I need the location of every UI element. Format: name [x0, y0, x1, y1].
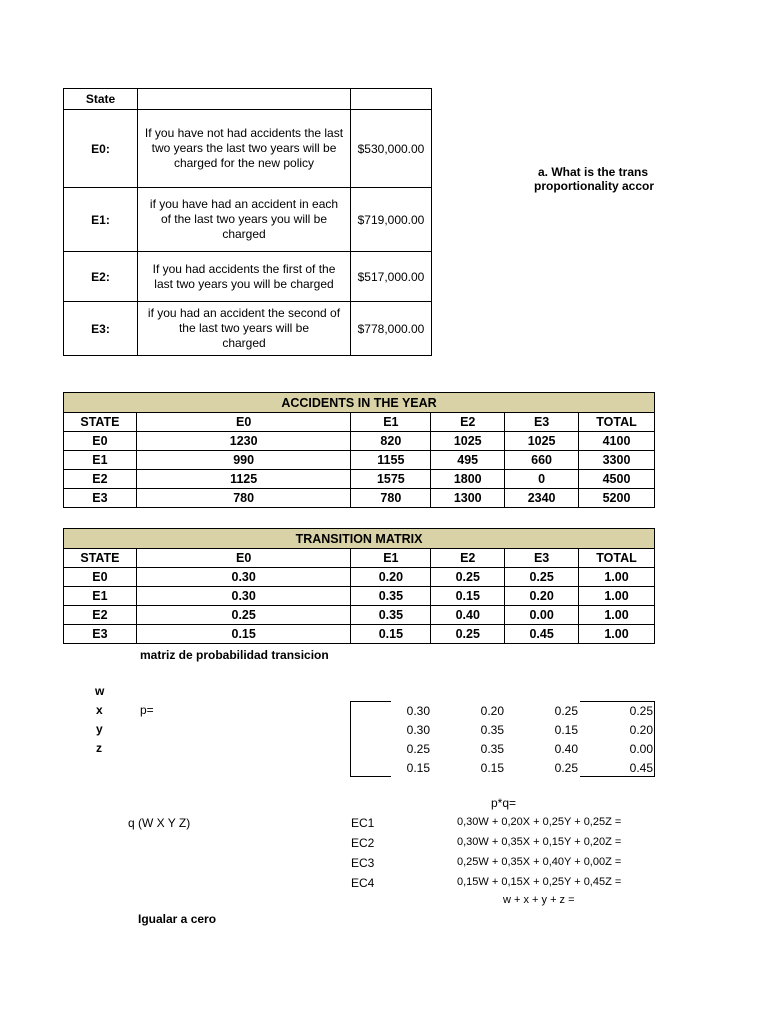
matrix-cell: 0.35 — [480, 723, 504, 737]
column-header: E3 — [505, 549, 579, 568]
matrix-cell: 0.15 — [554, 723, 578, 737]
table-cell: E0 — [64, 432, 137, 451]
state-header-cell: State — [64, 89, 138, 110]
column-header: E0 — [136, 413, 351, 432]
table-cell: E3 — [64, 625, 137, 644]
matrix-row — [350, 759, 655, 778]
footer-note: Igualar a cero — [138, 912, 217, 926]
table-cell: 0.35 — [351, 606, 431, 625]
table-cell: 0.30 — [136, 568, 351, 587]
description-cell — [138, 302, 351, 356]
table-cell: 4500 — [579, 470, 655, 489]
table-cell: 1800 — [431, 470, 505, 489]
table-cell: 1125 — [136, 470, 351, 489]
accidents-table — [63, 392, 655, 508]
matrix-cell: 0.20 — [480, 704, 504, 718]
table-cell: 1.00 — [579, 587, 655, 606]
table-cell: 3300 — [579, 451, 655, 470]
equation-expression: 0,25W + 0,35X + 0,40Y + 0,00Z = — [457, 856, 622, 868]
column-header: STATE — [64, 549, 137, 568]
matrix-cell: 0.45 — [629, 761, 653, 775]
column-header: TOTAL — [579, 413, 655, 432]
column-header: TOTAL — [579, 549, 655, 568]
table-cell: 1.00 — [579, 568, 655, 587]
matrix-cell: 0.00 — [629, 742, 653, 756]
description-line: two years the last two years will be — [151, 141, 337, 155]
matrix-cell: 0.25 — [554, 761, 578, 775]
table-cell: 0.25 — [136, 606, 351, 625]
equation-expression: 0,30W + 0,20X + 0,25Y + 0,25Z = — [457, 816, 622, 828]
transition-title: TRANSITION MATRIX — [64, 529, 655, 549]
accidents-title: ACCIDENTS IN THE YEAR — [64, 393, 655, 413]
matrix-row — [350, 702, 655, 721]
column-header: E1 — [351, 413, 431, 432]
table-row — [64, 188, 432, 252]
table-cell: 1025 — [431, 432, 505, 451]
variable-z: z — [96, 741, 102, 755]
description-line: if you have had an accident in each — [149, 197, 339, 211]
table-cell: 780 — [136, 489, 351, 508]
description-line: charged — [222, 227, 266, 241]
table-cell: 1.00 — [579, 606, 655, 625]
equation-name: EC3 — [351, 856, 375, 870]
matrix-row — [350, 721, 655, 740]
column-header: E2 — [431, 413, 505, 432]
pq-label: p*q= — [491, 796, 517, 810]
description-cell — [138, 110, 351, 188]
variable-x: x — [96, 703, 103, 717]
table-row — [64, 432, 655, 451]
price-cell: $517,000.00 — [351, 252, 432, 302]
state-table-header — [64, 89, 432, 110]
accidents-title-row — [64, 393, 655, 413]
q-label: q (W X Y Z) — [128, 816, 191, 830]
table-cell: 1.00 — [579, 625, 655, 644]
table-cell: 0.25 — [431, 568, 505, 587]
table-row — [64, 625, 655, 644]
equation-name: EC1 — [351, 816, 375, 830]
table-cell: 0.15 — [351, 625, 431, 644]
matrix-cell: 0.30 — [406, 723, 430, 737]
table-cell: 0.20 — [351, 568, 431, 587]
table-cell: 5200 — [579, 489, 655, 508]
column-header: E0 — [136, 549, 351, 568]
table-cell: 780 — [351, 489, 431, 508]
column-header: E1 — [351, 549, 431, 568]
description-line: last two years you will be charged — [154, 276, 334, 291]
table-cell: E2 — [64, 606, 137, 625]
table-cell: 1230 — [136, 432, 351, 451]
table-cell: 0.35 — [351, 587, 431, 606]
column-header: E2 — [431, 549, 505, 568]
table-cell: 0.00 — [505, 606, 579, 625]
description-cell — [138, 252, 351, 302]
table-cell: 990 — [136, 451, 351, 470]
p-matrix — [350, 702, 655, 778]
variable-w: w — [95, 684, 105, 698]
table-cell: E1 — [64, 587, 137, 606]
matrix-cell: 0.25 — [629, 704, 653, 718]
table-row — [64, 587, 655, 606]
question-line-2: proportionality accor — [534, 179, 655, 193]
table-cell: 1155 — [351, 451, 431, 470]
matrix-cell: 0.15 — [480, 761, 504, 775]
table-row — [64, 451, 655, 470]
transition-caption: matriz de probabilidad transicion — [140, 648, 329, 662]
table-cell: 1300 — [431, 489, 505, 508]
table-cell: 0.15 — [136, 625, 351, 644]
column-header: STATE — [64, 413, 137, 432]
variable-y: y — [96, 722, 103, 736]
table-cell: 0.40 — [431, 606, 505, 625]
column-header: E3 — [505, 413, 579, 432]
table-cell: 820 — [351, 432, 431, 451]
matrix-cell: 0.35 — [480, 742, 504, 756]
table-cell: 660 — [505, 451, 579, 470]
table-row — [64, 110, 432, 188]
table-cell: 4100 — [579, 432, 655, 451]
table-row — [64, 252, 432, 302]
table-cell: E1 — [64, 451, 137, 470]
equation-name: EC2 — [351, 836, 375, 850]
description-line: If you had accidents the first of the — [152, 261, 336, 276]
table-cell: 0.15 — [431, 587, 505, 606]
description-line: charged for the new policy — [173, 156, 315, 170]
desc-header-cell — [138, 89, 351, 110]
equation-expression: 0,15W + 0,15X + 0,25Y + 0,45Z = — [457, 876, 622, 888]
table-cell: 0.30 — [136, 587, 351, 606]
table-cell: 0 — [505, 470, 579, 489]
table-cell: E0 — [64, 568, 137, 587]
table-row — [64, 489, 655, 508]
table-cell: 0.20 — [505, 587, 579, 606]
p-label: p= — [140, 703, 154, 717]
table-row — [64, 606, 655, 625]
accidents-header-row — [64, 413, 655, 432]
table-row — [64, 568, 655, 587]
table-row — [64, 302, 432, 356]
state-cell: E3: — [64, 302, 138, 356]
table-cell: E3 — [64, 489, 137, 508]
description-cell — [138, 188, 351, 252]
matrix-cell: 0.25 — [554, 704, 578, 718]
table-row — [64, 470, 655, 489]
transition-table — [63, 528, 655, 644]
table-cell: 1575 — [351, 470, 431, 489]
state-cell: E0: — [64, 110, 138, 188]
matrix-row — [350, 740, 655, 759]
price-cell: $719,000.00 — [351, 188, 432, 252]
table-cell: 0.25 — [431, 625, 505, 644]
table-cell: 0.45 — [505, 625, 579, 644]
matrix-cell: 0.20 — [629, 723, 653, 737]
state-cell: E2: — [64, 252, 138, 302]
table-cell: 495 — [431, 451, 505, 470]
state-cell: E1: — [64, 188, 138, 252]
transition-header-row — [64, 549, 655, 568]
description-line: if you had an accident the second of — [147, 306, 341, 320]
sum-expression: w + x + y + z = — [503, 894, 575, 906]
equation-expression: 0,30W + 0,35X + 0,15Y + 0,20Z = — [457, 836, 622, 848]
table-cell: 1025 — [505, 432, 579, 451]
description-line: charged — [222, 336, 266, 350]
table-cell: E2 — [64, 470, 137, 489]
price-header-cell — [351, 89, 432, 110]
matrix-cell: 0.30 — [406, 704, 430, 718]
matrix-cell: 0.15 — [406, 761, 430, 775]
description-line: If you have not had accidents the last — [144, 126, 344, 140]
price-cell: $530,000.00 — [351, 110, 432, 188]
price-cell: $778,000.00 — [351, 302, 432, 356]
question-line-1: a. What is the trans — [538, 165, 649, 179]
transition-title-row — [64, 529, 655, 549]
equation-name: EC4 — [351, 876, 375, 890]
description-line: of the last two years you will be — [160, 212, 328, 226]
matrix-cell: 0.40 — [554, 742, 578, 756]
state-table — [63, 88, 432, 356]
matrix-cell: 0.25 — [406, 742, 430, 756]
table-cell: 2340 — [505, 489, 579, 508]
description-line: the last two years will be — [178, 321, 310, 335]
table-cell: 0.25 — [505, 568, 579, 587]
